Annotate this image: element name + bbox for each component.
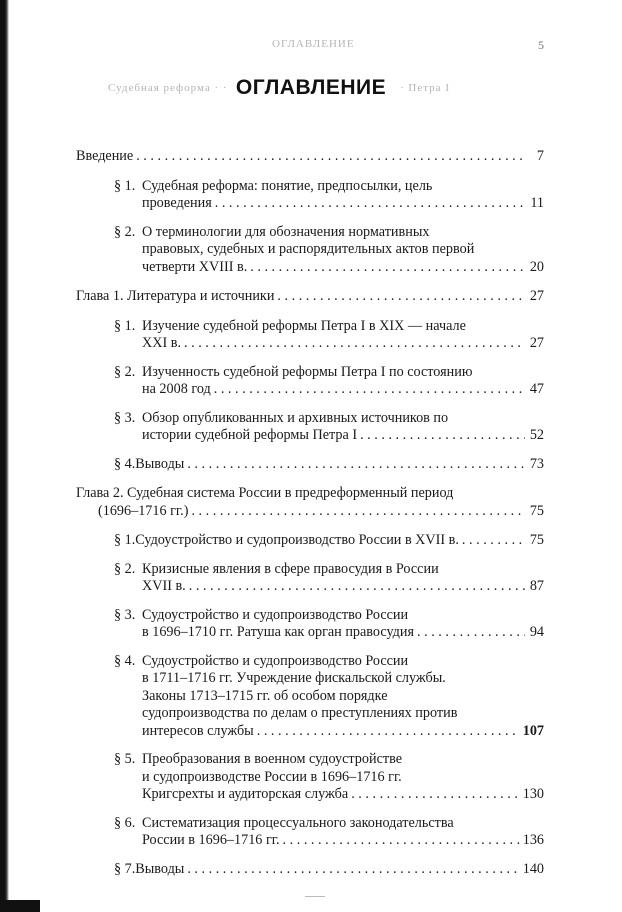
dot-leader [184, 335, 525, 353]
section-number: § 4. [114, 455, 136, 472]
toc-entry-text: Глава 2. Судебная система России в предреформенный период [76, 485, 454, 501]
toc-line [114, 224, 544, 242]
toc-line [114, 178, 544, 196]
toc-entry-section[interactable] [76, 410, 544, 445]
toc-gap [76, 740, 544, 751]
toc-entry-text: проведения [142, 195, 212, 211]
toc-entry-chapter[interactable] [76, 148, 544, 166]
dot-leader [187, 456, 525, 474]
toc-gap [76, 520, 544, 532]
dot-leader [257, 723, 520, 741]
toc-gap [76, 399, 544, 410]
toc-gap [76, 850, 544, 861]
toc-gap [76, 276, 544, 288]
toc-entry-text: Кригсрехты и аудиторская служба [142, 786, 349, 802]
toc-gap [76, 473, 544, 485]
toc-line [114, 653, 544, 671]
toc-entry-text: Изучение судебной реформы Петра I в XIX — начале [142, 317, 466, 334]
toc-entry-text: Судоустройство и судопроизводство России в XVII в. [135, 532, 459, 548]
section-number: § 5. [114, 751, 136, 767]
toc-gap [76, 213, 544, 224]
toc-entry-text: Судоустройство и судопроизводство России [142, 606, 409, 623]
toc-line [114, 751, 544, 769]
toc-entry-section[interactable] [76, 653, 544, 741]
toc-page-number: 75 [529, 502, 544, 519]
toc-gap [76, 445, 544, 456]
dot-leader [189, 578, 525, 596]
toc-entry-text: правовых, судебных и распорядительных актов первой [142, 241, 475, 257]
section-number: § 1. [114, 317, 136, 334]
toc-page-number: 52 [529, 427, 544, 443]
scan-shadow-left [0, 0, 9, 912]
toc-page-number: 94 [529, 624, 544, 640]
toc-entry-text: в 1696–1710 гг. Ратуша как орган правосудия [142, 624, 414, 640]
toc-entry-section[interactable] [76, 607, 544, 642]
toc-entry-section[interactable] [76, 751, 544, 804]
toc-page-number: 11 [530, 195, 544, 211]
toc-line [114, 624, 544, 642]
toc-entry-text: судопроизводства по делам о преступлениях против [142, 705, 458, 721]
dot-leader [277, 288, 525, 306]
dot-leader [351, 786, 520, 804]
scan-shadow-bottom [0, 900, 40, 912]
toc-entry-text: (1696–1716 гг.) [98, 502, 189, 519]
toc-page-number: 20 [529, 258, 544, 275]
dot-leader [462, 532, 525, 550]
toc-entry-text: Введение [76, 148, 134, 164]
toc-page-number: 27 [529, 335, 544, 351]
toc-line [114, 335, 544, 353]
toc-page-number: 140 [522, 860, 544, 877]
toc-line [114, 381, 544, 399]
toc-entry-text: в 1711–1716 гг. Учреждение фискальской службы. [142, 670, 446, 686]
toc-page-number: 136 [522, 832, 544, 848]
toc-entry-text: Кризисные явления в сфере правосудия в России [142, 560, 439, 577]
ghost-text-right: · Петра I [400, 82, 450, 94]
toc-line [114, 861, 544, 879]
toc-entry-text: Глава 1. Литература и источники [76, 288, 275, 304]
toc-page-number: 130 [522, 786, 544, 802]
toc-entry-text: Обзор опубликованных и архивных источников по [142, 409, 449, 426]
toc-entry-section[interactable] [76, 456, 544, 474]
toc-line [114, 832, 544, 850]
section-number: § 4. [114, 652, 136, 669]
toc-gap [76, 306, 544, 318]
toc-gap [76, 166, 544, 178]
toc-entry-section[interactable] [76, 178, 544, 213]
toc-entry-chapter[interactable] [76, 485, 544, 520]
section-number: § 2. [114, 363, 136, 380]
toc-page-number: 7 [536, 148, 544, 164]
dot-leader [136, 148, 525, 166]
toc-line [114, 578, 544, 596]
toc-line [114, 607, 544, 625]
toc-page-number: 73 [529, 455, 544, 472]
toc-line [114, 364, 544, 382]
toc-entry-section[interactable] [76, 364, 544, 399]
toc-gap [76, 596, 544, 607]
toc-line [114, 456, 544, 474]
dot-leader [283, 832, 520, 850]
toc-line [76, 503, 544, 521]
section-number: § 6. [114, 814, 136, 831]
section-number: § 1. [114, 532, 136, 548]
section-number: § 2. [114, 560, 136, 577]
toc-line [114, 670, 544, 688]
dot-leader [250, 259, 525, 277]
toc-line [114, 318, 544, 336]
toc-page-number: 27 [529, 288, 544, 304]
toc-entry-text: Выводы [135, 455, 185, 472]
toc-entry-text: России в 1696–1716 гг. [142, 832, 280, 848]
dot-leader [191, 503, 525, 521]
toc-gap [76, 642, 544, 653]
table-of-contents [76, 148, 544, 878]
section-number: § 3. [114, 606, 136, 623]
toc-entry-text: интересов службы [142, 722, 254, 739]
toc-line [114, 561, 544, 579]
section-number: § 3. [114, 409, 136, 426]
toc-line [76, 148, 544, 166]
section-number: § 1. [114, 177, 136, 194]
toc-entry-section[interactable] [76, 224, 544, 277]
page-number: 5 [538, 38, 544, 52]
scan-mark [305, 896, 325, 897]
toc-line [114, 410, 544, 428]
toc-entry-section[interactable] [76, 561, 544, 596]
toc-line [114, 815, 544, 833]
toc-line [114, 786, 544, 804]
dot-leader [215, 195, 525, 213]
toc-entry-text: истории судебной реформы Петра I [142, 427, 358, 443]
page-title: ОГЛАВЛЕНИЕ [235, 76, 387, 99]
toc-gap [76, 804, 544, 815]
toc-gap [76, 550, 544, 561]
toc-entry-text: Изученность судебной реформы Петра I по состоянию [142, 363, 473, 380]
toc-line [114, 532, 544, 550]
toc-line [114, 241, 544, 259]
dot-leader [360, 427, 525, 445]
toc-entry-text: Судоустройство и судопроизводство России [142, 652, 409, 669]
toc-page-number: 47 [529, 381, 544, 397]
dot-leader [214, 381, 525, 399]
toc-entry-section[interactable] [76, 318, 544, 353]
toc-entry-text: XXI в. [142, 335, 182, 351]
toc-entry-section[interactable] [76, 861, 544, 879]
section-number: § 2. [114, 223, 136, 240]
toc-line [114, 705, 544, 723]
toc-entry-text: Выводы [135, 860, 185, 877]
toc-line [76, 288, 544, 306]
toc-entry-chapter[interactable] [76, 288, 544, 306]
dot-leader [417, 624, 525, 642]
toc-page-number: 107 [522, 722, 544, 739]
toc-entry-section[interactable] [76, 532, 544, 550]
toc-gap [76, 353, 544, 364]
toc-page-number: 87 [529, 578, 544, 594]
toc-line [114, 688, 544, 706]
dot-leader [187, 861, 519, 879]
toc-entry-text: Законы 1713–1715 гг. об особом порядке [142, 687, 388, 704]
toc-line [114, 259, 544, 277]
ghost-text-left: Судебная реформа · · [108, 82, 228, 94]
toc-entry-text: О терминологии для обозначения нормативных [142, 223, 430, 240]
section-number: § 7. [114, 860, 136, 877]
ghost-running-head: ОГЛАВЛЕНИЕ [272, 38, 355, 50]
toc-entry-text: Судебная реформа: понятие, предпосылки, цель [142, 177, 433, 194]
toc-line [114, 769, 544, 787]
toc-line [114, 427, 544, 445]
toc-line [114, 195, 544, 213]
toc-entry-text: Преобразования в военном судоустройстве [142, 751, 403, 767]
toc-entry-text: четверти XVIII в. [142, 258, 248, 275]
toc-entry-text: на 2008 год [142, 381, 211, 397]
toc-entry-text: Систематизация процессуального законодательства [142, 814, 454, 831]
toc-page-number: 75 [529, 532, 544, 548]
toc-entry-text: и судопроизводстве России в 1696–1716 гг. [142, 768, 402, 785]
toc-entry-text: XVII в. [142, 578, 186, 594]
toc-line [76, 485, 544, 503]
toc-entry-section[interactable] [76, 815, 544, 850]
toc-line [114, 723, 544, 741]
